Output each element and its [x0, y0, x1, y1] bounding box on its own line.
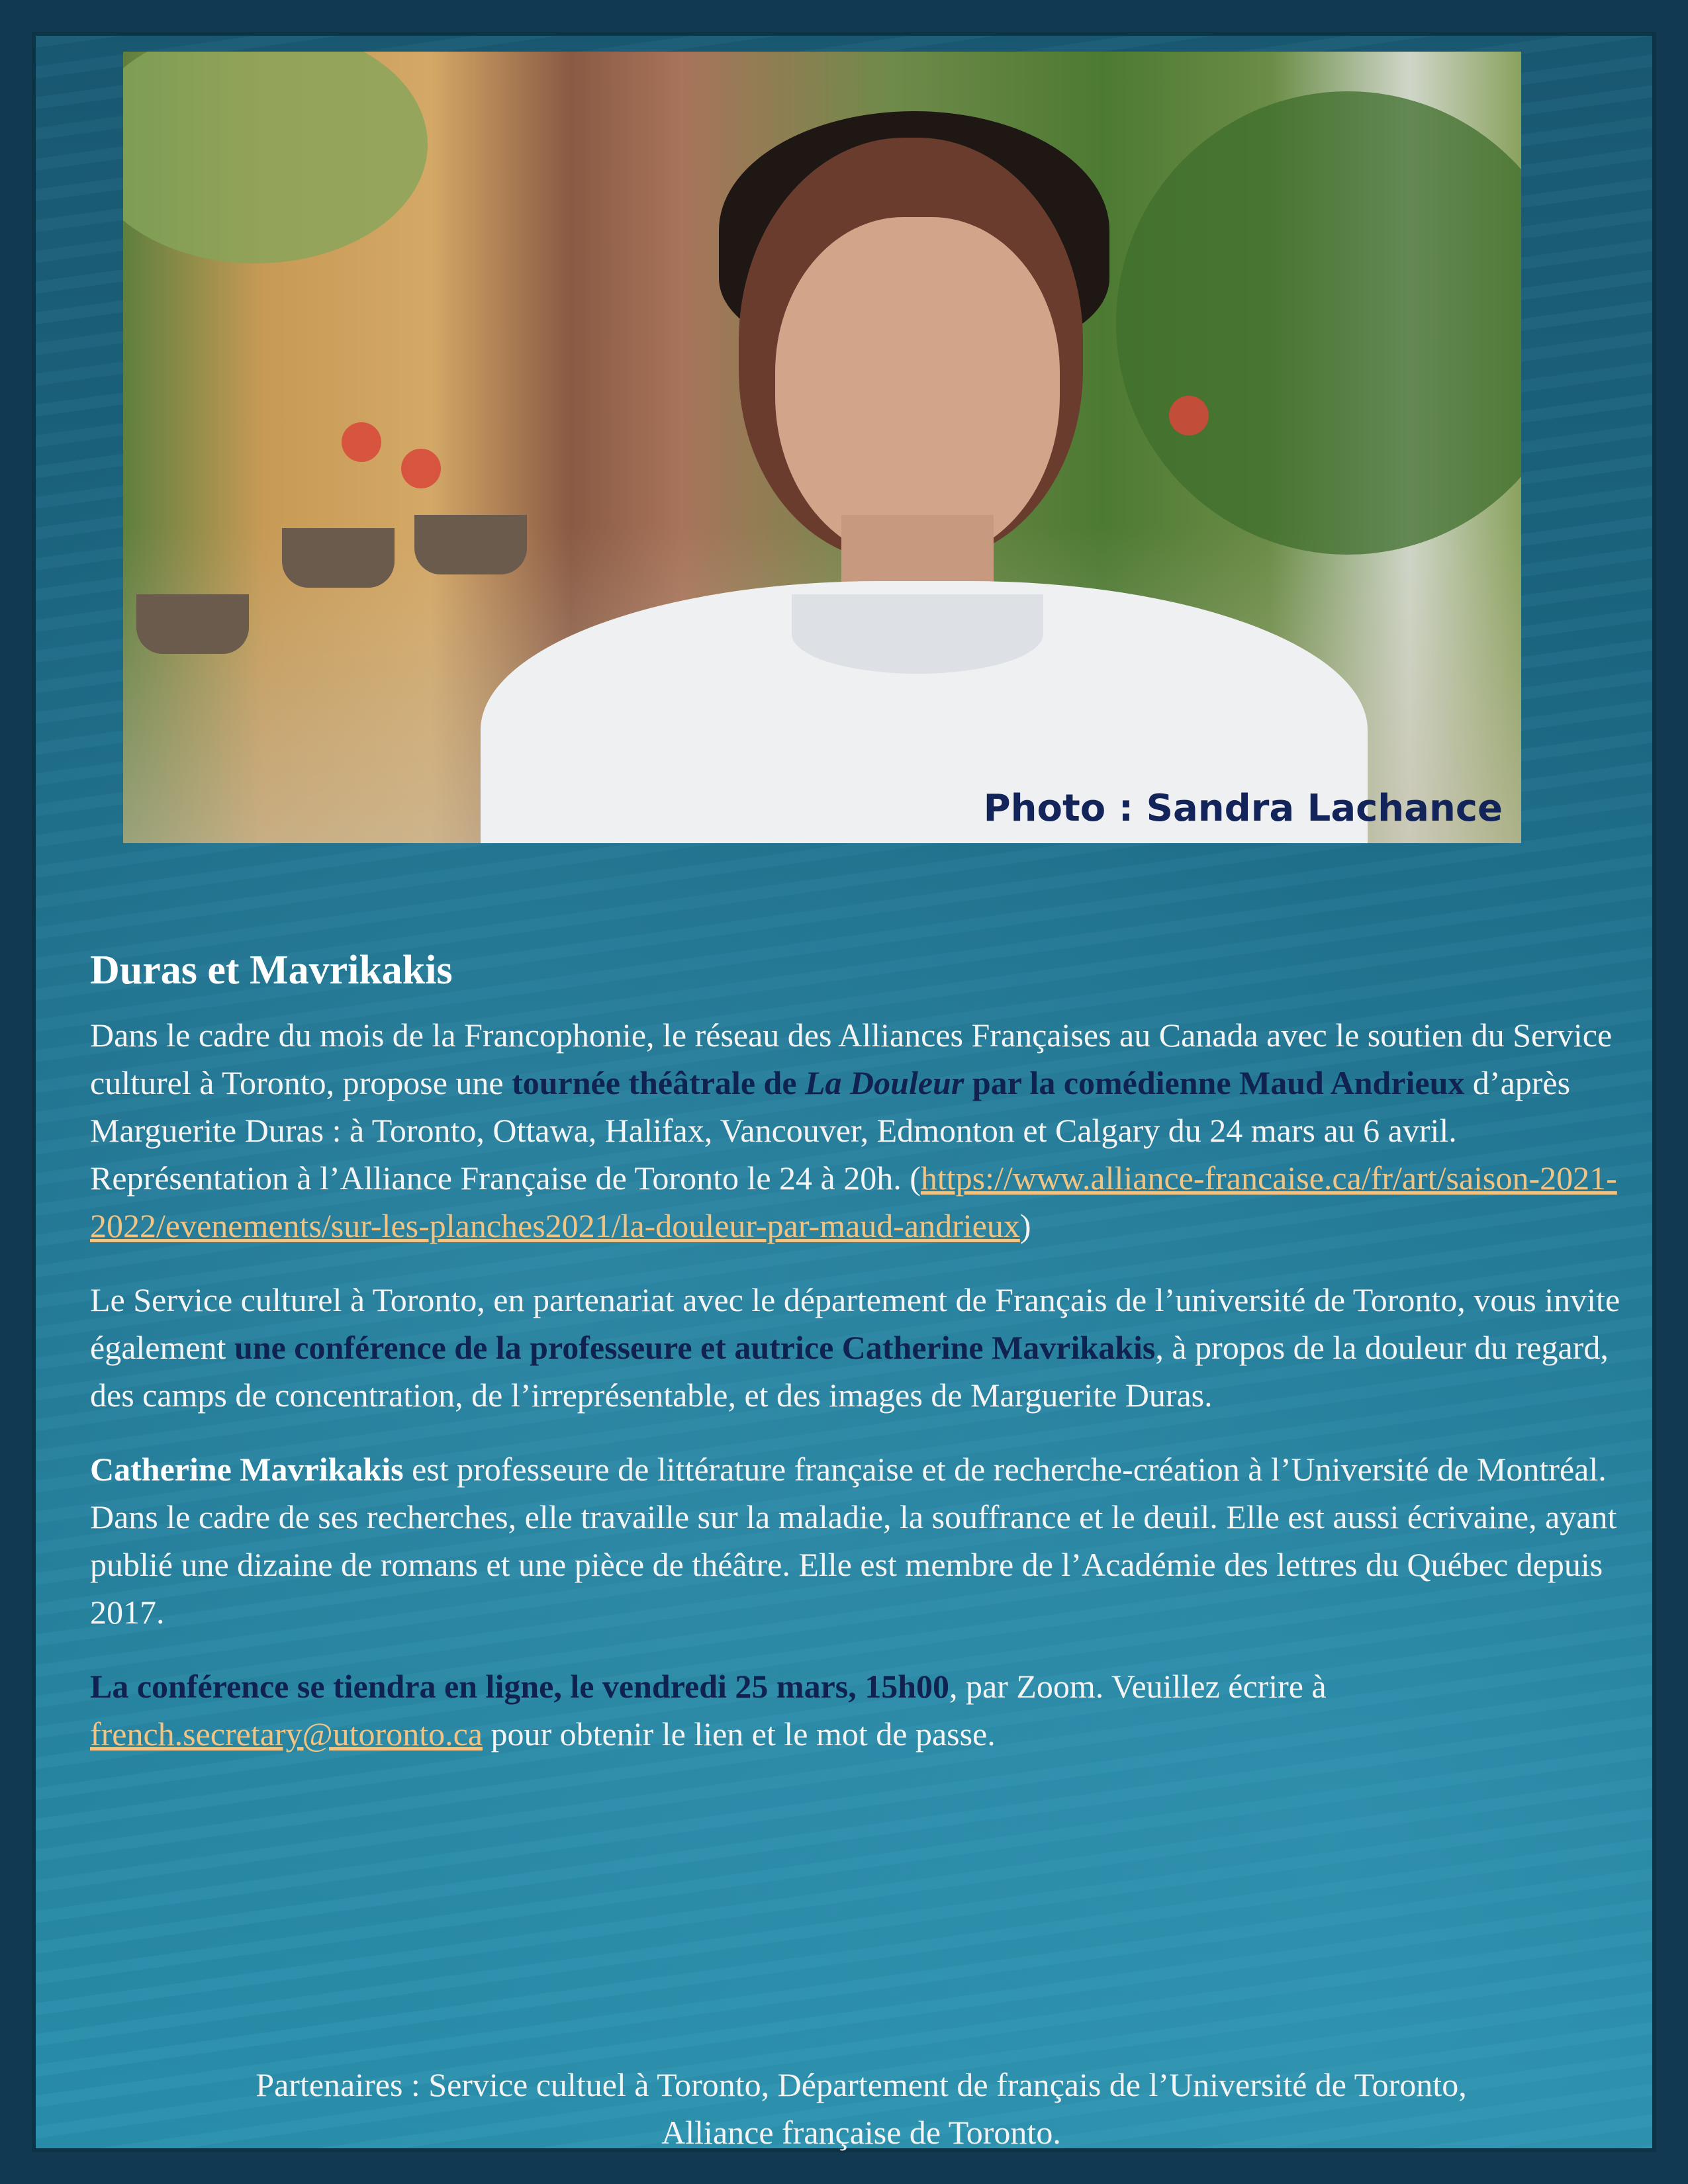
partners-line-2: Alliance française de Toronto. [661, 2114, 1061, 2151]
paragraph-bio: Catherine Mavrikakis est professeure de littérature française et de recherche-création à l’Université de Montréal. Dans le cadre de ses recherches, elle travaille sur la maladie, la souffrance et le deuil. Elle est aussi écrivaine, ayant publié une dizaine de romans et une pièce de théâtre. Elle est membre de l’Académie des lettres du Québec depuis 2017. [90, 1451, 1617, 1631]
article-title: Duras et Mavrikakis [90, 948, 453, 993]
portrait-photo [123, 52, 1521, 843]
paragraph-tour: Dans le cadre du mois de la Francophonie, le réseau des Alliances Françaises au Canada avec le soutien du Service culturel à Toronto, propose une tournée théâtrale de La Douleur par la comédienne Maud Andrieux d’après Marguerite Duras : à Toronto, Ottawa, Halifax, Vancouver, Edmonton et Calgary du 24 mars au 6 avril. Représentation à l’Alliance Française de Toronto le 24 à 20h. (https://www.alliance-francaise.ca/fr/art/saison-2021-2022/evenements/sur-les-planches2021/la-douleur-par-maud-andrieux) [90, 1017, 1617, 1244]
highlight-tour: tournée théâtrale de La Douleur par la comédienne Maud Andrieux [512, 1064, 1465, 1101]
paragraph-details: La conférence se tiendra en ligne, le vendredi 25 mars, 15h00, par Zoom. Veuillez écrire à french.secretary@utoronto.ca pour obtenir le lien et le mot de passe. [90, 1668, 1327, 1752]
highlight-conference: une conférence de la professeure et autrice Catherine Mavrikakis [234, 1329, 1156, 1366]
email-link[interactable]: french.secretary@utoronto.ca [90, 1715, 483, 1752]
portrait-face [775, 217, 1060, 561]
partners-footer [90, 2061, 1632, 2156]
partners-line-1: Partenaires : Service cultuel à Toronto, Département de français de l’Université de Toronto, [256, 2066, 1467, 2103]
teal-background-frame [32, 32, 1656, 2152]
event-link[interactable]: https://www.alliance-francaise.ca/fr/art/saison-2021-2022/evenements/sur-les-planches2021/la-douleur-par-maud-andrieux [90, 1160, 1617, 1244]
highlight-date: La conférence se tiendra en ligne, le vendredi 25 mars, 15h00 [90, 1668, 950, 1705]
photo-credit: Photo : Sandra Lachance [983, 787, 1503, 830]
speaker-name: Catherine Mavrikakis [90, 1451, 404, 1488]
article-body [90, 944, 1632, 1784]
paragraph-conference: Le Service culturel à Toronto, en partenariat avec le département de Français de l’université de Toronto, vous invite également une conférence de la professeure et autrice Catherine Mavrikakis, à propos de la douleur du regard, des camps de concentration, de l’irreprésentable, et des images de Marguerite Duras. [90, 1281, 1620, 1414]
